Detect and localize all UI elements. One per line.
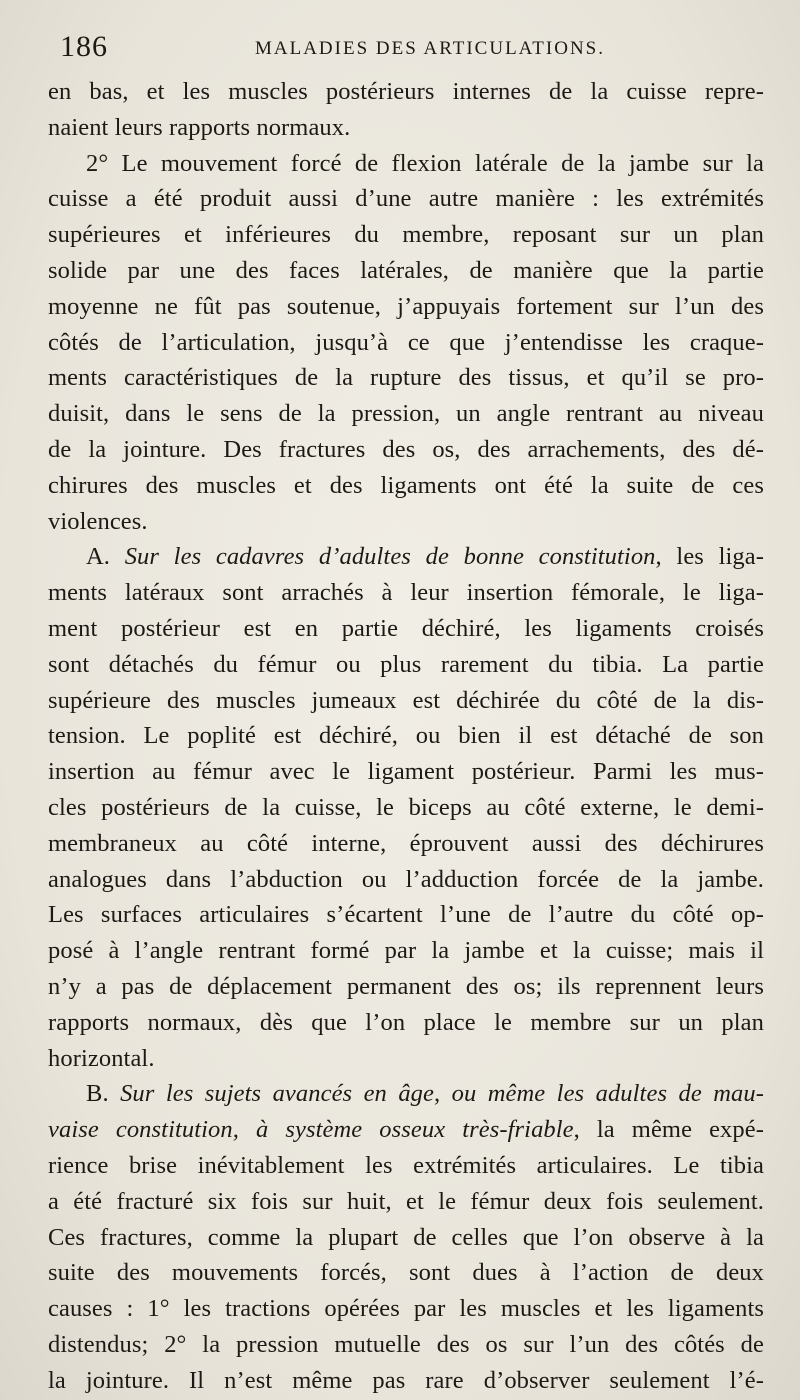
text-line: cuisse a été produit aussi d’une autre manière : les extrémités: [48, 185, 764, 213]
text-line: cles postérieurs de la cuisse, le biceps au côté externe, le demi-: [48, 793, 764, 821]
text-line: violences.: [48, 507, 148, 535]
text-line: rience brise inévitablement les extrémités articulaires. Le tibia: [48, 1151, 764, 1179]
text-line: insertion au fémur avec le ligament postérieur. Parmi les mus-: [48, 758, 764, 786]
text-line: suite des mouvements forcés, sont dues à l’action de deux: [48, 1259, 764, 1287]
text-line: [48, 1076, 764, 1112]
text-line: [48, 1112, 764, 1148]
text-line: solide par une des faces latérales, de manière que la partie: [48, 256, 764, 284]
text-line: [48, 539, 764, 575]
text-line: ment postérieur est en partie déchiré, les ligaments croisés: [48, 614, 764, 642]
page-number: 186: [60, 30, 108, 63]
body-text: [48, 74, 764, 1398]
italic-heading: vaise constitution, à système osseux très-friable: [48, 1116, 574, 1144]
text-line: duisit, dans le sens de la pression, un angle rentrant au niveau: [48, 400, 764, 428]
text-line: 2° Le mouvement forcé de flexion latérale de la jambe sur la: [86, 149, 764, 177]
line-suffix: , les liga-: [655, 543, 764, 571]
text-line: distendus; 2° la pression mutuelle des os sur l’un des côtés de: [48, 1330, 764, 1358]
line-suffix: , la même expé-: [573, 1116, 764, 1144]
italic-heading: Sur les cadavres d’adultes de bonne constitution: [124, 543, 656, 571]
text-line: ments caractéristiques de la rupture des tissus, et qu’il se pro-: [48, 364, 764, 392]
text-line: tension. Le poplité est déchiré, ou bien il est détaché de son: [48, 722, 764, 750]
text-line: causes : 1° les tractions opérées par les muscles et les ligaments: [48, 1295, 764, 1323]
page-header: [60, 30, 760, 66]
text-line: naient leurs rapports normaux.: [48, 113, 351, 141]
text-line: supérieures et inférieures du membre, reposant sur un plan: [48, 221, 764, 249]
text-line: supérieure des muscles jumeaux est déchirée du côté de la dis-: [48, 686, 764, 714]
text-line: n’y a pas de déplacement permanent des os; ils reprennent leurs: [48, 972, 764, 1000]
text-line: sont détachés du fémur ou plus rarement du tibia. La partie: [48, 650, 764, 678]
running-title: MALADIES DES ARTICULATIONS.: [254, 38, 605, 59]
text-line: en bas, et les muscles postérieurs internes de la cuisse repre-: [48, 78, 764, 105]
text-line: moyenne ne fût pas soutenue, j’appuyais fortement sur l’un des: [48, 292, 764, 320]
text-line: posé à l’angle rentrant formé par la jambe et la cuisse; mais il: [48, 937, 764, 965]
text-line: analogues dans l’abduction ou l’adduction forcée de la jambe.: [48, 865, 764, 893]
text-line: côtés de l’articulation, jusqu’à ce que j’entendisse les craque-: [48, 328, 764, 356]
italic-heading: Sur les sujets avancés en âge, ou même les adultes de mau-: [120, 1080, 764, 1108]
text-line: rapports normaux, dès que l’on place le membre sur un plan: [48, 1008, 764, 1036]
text-line: Les surfaces articulaires s’écartent l’une de l’autre du côté op-: [48, 901, 764, 929]
text-line: Ces fractures, comme la plupart de celles que l’on observe à la: [48, 1223, 764, 1251]
text-line: horizontal.: [48, 1044, 155, 1072]
text-line: la jointure. Il n’est même pas rare d’observer seulement l’é-: [48, 1366, 764, 1394]
text-line: chirures des muscles et des ligaments ont été la suite de ces: [48, 471, 764, 499]
text-line: de la jointure. Des fractures des os, des arrachements, des dé-: [48, 435, 764, 463]
text-line: a été fracturé six fois sur huit, et le fémur deux fois seulement.: [48, 1187, 764, 1215]
line-prefix: B.: [86, 1080, 121, 1108]
text-line: ments latéraux sont arrachés à leur insertion fémorale, le liga-: [48, 579, 764, 607]
text-line: membraneux au côté interne, éprouvent aussi des déchirures: [48, 829, 764, 857]
line-prefix: A.: [86, 543, 125, 571]
